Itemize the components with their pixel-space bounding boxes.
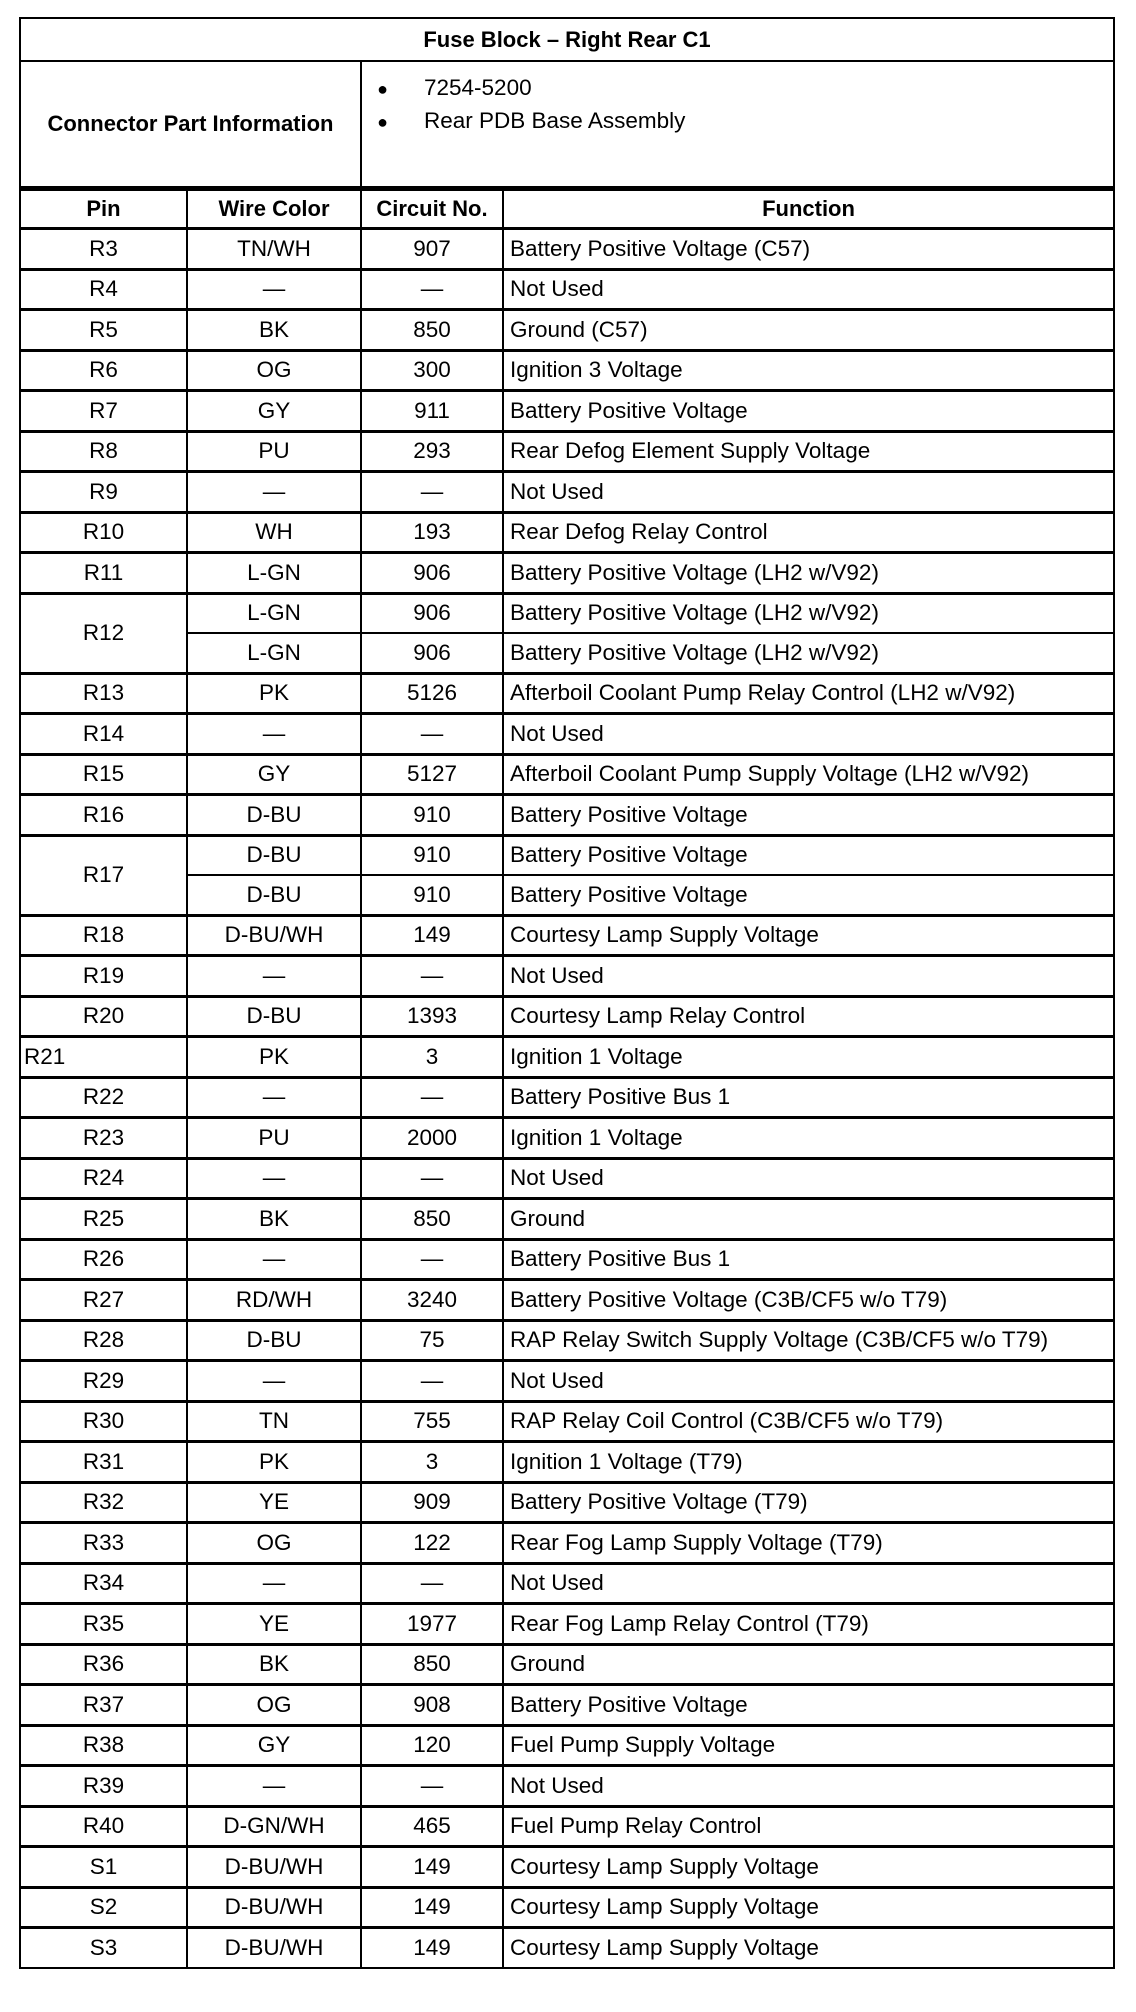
function-cell: Courtesy Lamp Supply Voltage xyxy=(503,915,1114,956)
pin-cell: R35 xyxy=(20,1604,187,1645)
circuit-number-cell: 850 xyxy=(361,1644,503,1685)
circuit-number-cell: — xyxy=(361,1158,503,1199)
wire-color-cell: — xyxy=(187,714,361,755)
circuit-number-cell: 909 xyxy=(361,1482,503,1523)
wire-color-cell: BK xyxy=(187,1644,361,1685)
wire-color-cell: — xyxy=(187,472,361,513)
table-row xyxy=(20,1928,1114,1968)
circuit-number-cell: 850 xyxy=(361,1199,503,1240)
function-cell: Battery Positive Bus 1 xyxy=(503,1239,1114,1280)
table-row xyxy=(20,1604,1114,1645)
table-row xyxy=(20,795,1114,836)
circuit-number-cell: 193 xyxy=(361,512,503,553)
wire-color-cell: GY xyxy=(187,754,361,795)
pin-cell: R37 xyxy=(20,1685,187,1726)
connector-part-label: Connector Part Information xyxy=(20,61,361,189)
pin-cell: R34 xyxy=(20,1563,187,1604)
wire-color-cell: D-BU/WH xyxy=(187,1847,361,1888)
circuit-number-cell: 850 xyxy=(361,310,503,351)
wire-color-cell: L-GN xyxy=(187,553,361,594)
pin-cell: R21 xyxy=(20,1037,187,1078)
pin-cell: S3 xyxy=(20,1928,187,1968)
table-row xyxy=(20,1806,1114,1847)
function-cell: Ignition 1 Voltage xyxy=(503,1118,1114,1159)
table-row xyxy=(20,391,1114,432)
circuit-number-cell: 907 xyxy=(361,229,503,270)
table-row xyxy=(20,593,1114,633)
connector-table xyxy=(19,17,1115,1969)
circuit-number-cell: — xyxy=(361,1077,503,1118)
pin-cell: R15 xyxy=(20,754,187,795)
table-row xyxy=(20,714,1114,755)
function-cell: Courtesy Lamp Supply Voltage xyxy=(503,1887,1114,1928)
bullet-icon: ● xyxy=(377,78,388,99)
function-cell: Battery Positive Voltage xyxy=(503,1685,1114,1726)
circuit-number-cell: 300 xyxy=(361,350,503,391)
wire-color-cell: — xyxy=(187,1077,361,1118)
function-cell: Ground xyxy=(503,1644,1114,1685)
connector-part-list xyxy=(361,61,1114,189)
pin-cell: R38 xyxy=(20,1725,187,1766)
wire-color-cell: D-BU xyxy=(187,1320,361,1361)
circuit-number-cell: 3 xyxy=(361,1037,503,1078)
function-cell: Battery Positive Voltage (C57) xyxy=(503,229,1114,270)
table-row xyxy=(20,1037,1114,1078)
function-cell: Battery Positive Voltage xyxy=(503,835,1114,875)
function-cell: Rear Fog Lamp Supply Voltage (T79) xyxy=(503,1523,1114,1564)
circuit-number-cell: 149 xyxy=(361,1887,503,1928)
function-cell: Battery Positive Voltage (LH2 w/V92) xyxy=(503,593,1114,633)
function-cell: Fuel Pump Supply Voltage xyxy=(503,1725,1114,1766)
pin-cell: R40 xyxy=(20,1806,187,1847)
circuit-number-cell: — xyxy=(361,1563,503,1604)
table-row xyxy=(20,1118,1114,1159)
function-cell: Not Used xyxy=(503,472,1114,513)
function-cell: Not Used xyxy=(503,1766,1114,1807)
pin-cell: R16 xyxy=(20,795,187,836)
wire-color-cell: PU xyxy=(187,1118,361,1159)
pin-cell: R23 xyxy=(20,1118,187,1159)
wire-color-cell: D-BU/WH xyxy=(187,1887,361,1928)
table-row xyxy=(20,1361,1114,1402)
pin-cell: R8 xyxy=(20,431,187,472)
circuit-number-cell: — xyxy=(361,1766,503,1807)
bullet-icon: ● xyxy=(377,111,388,132)
title-row xyxy=(20,18,1114,61)
circuit-number-cell: — xyxy=(361,269,503,310)
function-cell: Not Used xyxy=(503,269,1114,310)
pin-cell: R10 xyxy=(20,512,187,553)
function-cell: Fuel Pump Relay Control xyxy=(503,1806,1114,1847)
function-cell: Rear Defog Relay Control xyxy=(503,512,1114,553)
column-header-function: Function xyxy=(503,189,1114,229)
table-row xyxy=(20,1158,1114,1199)
pin-cell: R3 xyxy=(20,229,187,270)
pin-cell: R24 xyxy=(20,1158,187,1199)
circuit-number-cell: — xyxy=(361,472,503,513)
pin-cell: R20 xyxy=(20,996,187,1037)
wire-color-cell: YE xyxy=(187,1482,361,1523)
wire-color-cell: D-BU/WH xyxy=(187,1928,361,1968)
wire-color-cell: TN/WH xyxy=(187,229,361,270)
pin-cell: R39 xyxy=(20,1766,187,1807)
function-cell: Battery Positive Voltage (LH2 w/V92) xyxy=(503,633,1114,673)
pin-cell: R19 xyxy=(20,956,187,997)
table-row xyxy=(20,431,1114,472)
wire-color-cell: TN xyxy=(187,1401,361,1442)
connector-table-document xyxy=(19,17,1113,1969)
table-row xyxy=(20,915,1114,956)
table-row xyxy=(20,1442,1114,1483)
function-cell: Ground (C57) xyxy=(503,310,1114,351)
pin-cell: R7 xyxy=(20,391,187,432)
table-row xyxy=(20,1685,1114,1726)
wire-color-cell: D-BU xyxy=(187,875,361,915)
pin-cell: R22 xyxy=(20,1077,187,1118)
circuit-number-cell: 75 xyxy=(361,1320,503,1361)
part-list-item xyxy=(362,105,1113,138)
function-cell: Ignition 1 Voltage (T79) xyxy=(503,1442,1114,1483)
circuit-number-cell: 911 xyxy=(361,391,503,432)
part-list-item xyxy=(362,72,1113,105)
table-row xyxy=(20,1482,1114,1523)
function-cell: Courtesy Lamp Supply Voltage xyxy=(503,1928,1114,1968)
function-cell: Battery Positive Voltage xyxy=(503,795,1114,836)
pin-cell: R27 xyxy=(20,1280,187,1321)
pin-cell: R11 xyxy=(20,553,187,594)
circuit-number-cell: 5127 xyxy=(361,754,503,795)
circuit-number-cell: 908 xyxy=(361,1685,503,1726)
table-row xyxy=(20,1644,1114,1685)
circuit-number-cell: 465 xyxy=(361,1806,503,1847)
table-row xyxy=(20,1239,1114,1280)
connector-part-row xyxy=(20,61,1114,189)
function-cell: Ignition 1 Voltage xyxy=(503,1037,1114,1078)
table-row xyxy=(20,1766,1114,1807)
circuit-number-cell: 906 xyxy=(361,593,503,633)
circuit-number-cell: 1977 xyxy=(361,1604,503,1645)
circuit-number-cell: 5126 xyxy=(361,673,503,714)
function-cell: Not Used xyxy=(503,956,1114,997)
circuit-number-cell: 122 xyxy=(361,1523,503,1564)
table-row xyxy=(20,1887,1114,1928)
function-cell: Courtesy Lamp Relay Control xyxy=(503,996,1114,1037)
circuit-number-cell: 910 xyxy=(361,875,503,915)
function-cell: RAP Relay Coil Control (C3B/CF5 w/o T79) xyxy=(503,1401,1114,1442)
table-row xyxy=(20,472,1114,513)
wire-color-cell: L-GN xyxy=(187,633,361,673)
function-cell: Rear Fog Lamp Relay Control (T79) xyxy=(503,1604,1114,1645)
wire-color-cell: YE xyxy=(187,1604,361,1645)
table-row xyxy=(20,1199,1114,1240)
wire-color-cell: BK xyxy=(187,1199,361,1240)
pin-cell: R17 xyxy=(20,835,187,915)
function-cell: Battery Positive Voltage xyxy=(503,875,1114,915)
wire-color-cell: D-BU xyxy=(187,795,361,836)
wire-color-cell: — xyxy=(187,269,361,310)
wire-color-cell: OG xyxy=(187,350,361,391)
wire-color-cell: OG xyxy=(187,1685,361,1726)
wire-color-cell: PK xyxy=(187,1037,361,1078)
table-row xyxy=(20,1280,1114,1321)
pin-cell: R36 xyxy=(20,1644,187,1685)
table-row xyxy=(20,229,1114,270)
function-cell: Not Used xyxy=(503,1563,1114,1604)
pin-cell: R33 xyxy=(20,1523,187,1564)
table-row xyxy=(20,1401,1114,1442)
table-row xyxy=(20,835,1114,875)
pin-cell: R9 xyxy=(20,472,187,513)
circuit-number-cell: 906 xyxy=(361,633,503,673)
wire-color-cell: RD/WH xyxy=(187,1280,361,1321)
function-cell: Afterboil Coolant Pump Supply Voltage (LH2 w/V92) xyxy=(503,754,1114,795)
function-cell: Not Used xyxy=(503,1158,1114,1199)
pin-cell: S1 xyxy=(20,1847,187,1888)
function-cell: Battery Positive Bus 1 xyxy=(503,1077,1114,1118)
pin-cell: R30 xyxy=(20,1401,187,1442)
circuit-number-cell: 3240 xyxy=(361,1280,503,1321)
circuit-number-cell: 755 xyxy=(361,1401,503,1442)
pin-cell: R18 xyxy=(20,915,187,956)
circuit-number-cell: 149 xyxy=(361,915,503,956)
circuit-number-cell: 3 xyxy=(361,1442,503,1483)
table-row xyxy=(20,996,1114,1037)
table-row xyxy=(20,350,1114,391)
table-row xyxy=(20,673,1114,714)
part-description: Rear PDB Base Assembly xyxy=(424,108,686,134)
wire-color-cell: — xyxy=(187,1239,361,1280)
function-cell: Battery Positive Voltage (LH2 w/V92) xyxy=(503,553,1114,594)
pin-cell: R5 xyxy=(20,310,187,351)
column-header-wire-color: Wire Color xyxy=(187,189,361,229)
circuit-number-cell: 293 xyxy=(361,431,503,472)
table-row xyxy=(20,1563,1114,1604)
function-cell: Ground xyxy=(503,1199,1114,1240)
circuit-number-cell: 149 xyxy=(361,1847,503,1888)
wire-color-cell: PK xyxy=(187,673,361,714)
table-row xyxy=(20,1847,1114,1888)
wire-color-cell: GY xyxy=(187,391,361,432)
circuit-number-cell: 1393 xyxy=(361,996,503,1037)
wire-color-cell: D-BU/WH xyxy=(187,915,361,956)
table-row xyxy=(20,553,1114,594)
wire-color-cell: BK xyxy=(187,310,361,351)
table-row xyxy=(20,512,1114,553)
pin-cell: R14 xyxy=(20,714,187,755)
circuit-number-cell: — xyxy=(361,714,503,755)
table-row xyxy=(20,1077,1114,1118)
function-cell: Courtesy Lamp Supply Voltage xyxy=(503,1847,1114,1888)
circuit-number-cell: 149 xyxy=(361,1928,503,1968)
function-cell: Not Used xyxy=(503,714,1114,755)
pin-cell: R12 xyxy=(20,593,187,673)
circuit-number-cell: 906 xyxy=(361,553,503,594)
circuit-number-cell: 910 xyxy=(361,795,503,836)
circuit-number-cell: 2000 xyxy=(361,1118,503,1159)
pin-cell: R32 xyxy=(20,1482,187,1523)
pin-cell: R13 xyxy=(20,673,187,714)
wire-color-cell: — xyxy=(187,1158,361,1199)
function-cell: Not Used xyxy=(503,1361,1114,1402)
pin-rows xyxy=(20,229,1114,1968)
wire-color-cell: D-GN/WH xyxy=(187,1806,361,1847)
pin-cell: R31 xyxy=(20,1442,187,1483)
table-title: Fuse Block – Right Rear C1 xyxy=(20,18,1114,61)
function-cell: Battery Positive Voltage (C3B/CF5 w/o T79) xyxy=(503,1280,1114,1321)
wire-color-cell: — xyxy=(187,1361,361,1402)
wire-color-cell: D-BU xyxy=(187,996,361,1037)
wire-color-cell: PK xyxy=(187,1442,361,1483)
table-row xyxy=(20,754,1114,795)
circuit-number-cell: 910 xyxy=(361,835,503,875)
function-cell: RAP Relay Switch Supply Voltage (C3B/CF5 w/o T79) xyxy=(503,1320,1114,1361)
wire-color-cell: L-GN xyxy=(187,593,361,633)
table-row xyxy=(20,956,1114,997)
table-row xyxy=(20,1523,1114,1564)
pin-cell: R4 xyxy=(20,269,187,310)
wire-color-cell: PU xyxy=(187,431,361,472)
column-header-circuit-no: Circuit No. xyxy=(361,189,503,229)
table-row xyxy=(20,1725,1114,1766)
pin-cell: R28 xyxy=(20,1320,187,1361)
pin-cell: R29 xyxy=(20,1361,187,1402)
table-row xyxy=(20,310,1114,351)
wire-color-cell: D-BU xyxy=(187,835,361,875)
wire-color-cell: OG xyxy=(187,1523,361,1564)
pin-cell: S2 xyxy=(20,1887,187,1928)
part-number: 7254-5200 xyxy=(424,75,532,101)
wire-color-cell: — xyxy=(187,956,361,997)
circuit-number-cell: — xyxy=(361,956,503,997)
wire-color-cell: — xyxy=(187,1766,361,1807)
function-cell: Afterboil Coolant Pump Relay Control (LH2 w/V92) xyxy=(503,673,1114,714)
pin-cell: R25 xyxy=(20,1199,187,1240)
function-cell: Rear Defog Element Supply Voltage xyxy=(503,431,1114,472)
wire-color-cell: — xyxy=(187,1563,361,1604)
pin-cell: R6 xyxy=(20,350,187,391)
pin-cell: R26 xyxy=(20,1239,187,1280)
table-row xyxy=(20,1320,1114,1361)
wire-color-cell: WH xyxy=(187,512,361,553)
circuit-number-cell: — xyxy=(361,1361,503,1402)
circuit-number-cell: 120 xyxy=(361,1725,503,1766)
column-header-pin: Pin xyxy=(20,189,187,229)
function-cell: Battery Positive Voltage xyxy=(503,391,1114,432)
function-cell: Battery Positive Voltage (T79) xyxy=(503,1482,1114,1523)
circuit-number-cell: — xyxy=(361,1239,503,1280)
column-header-row xyxy=(20,189,1114,229)
table-row xyxy=(20,269,1114,310)
wire-color-cell: GY xyxy=(187,1725,361,1766)
function-cell: Ignition 3 Voltage xyxy=(503,350,1114,391)
